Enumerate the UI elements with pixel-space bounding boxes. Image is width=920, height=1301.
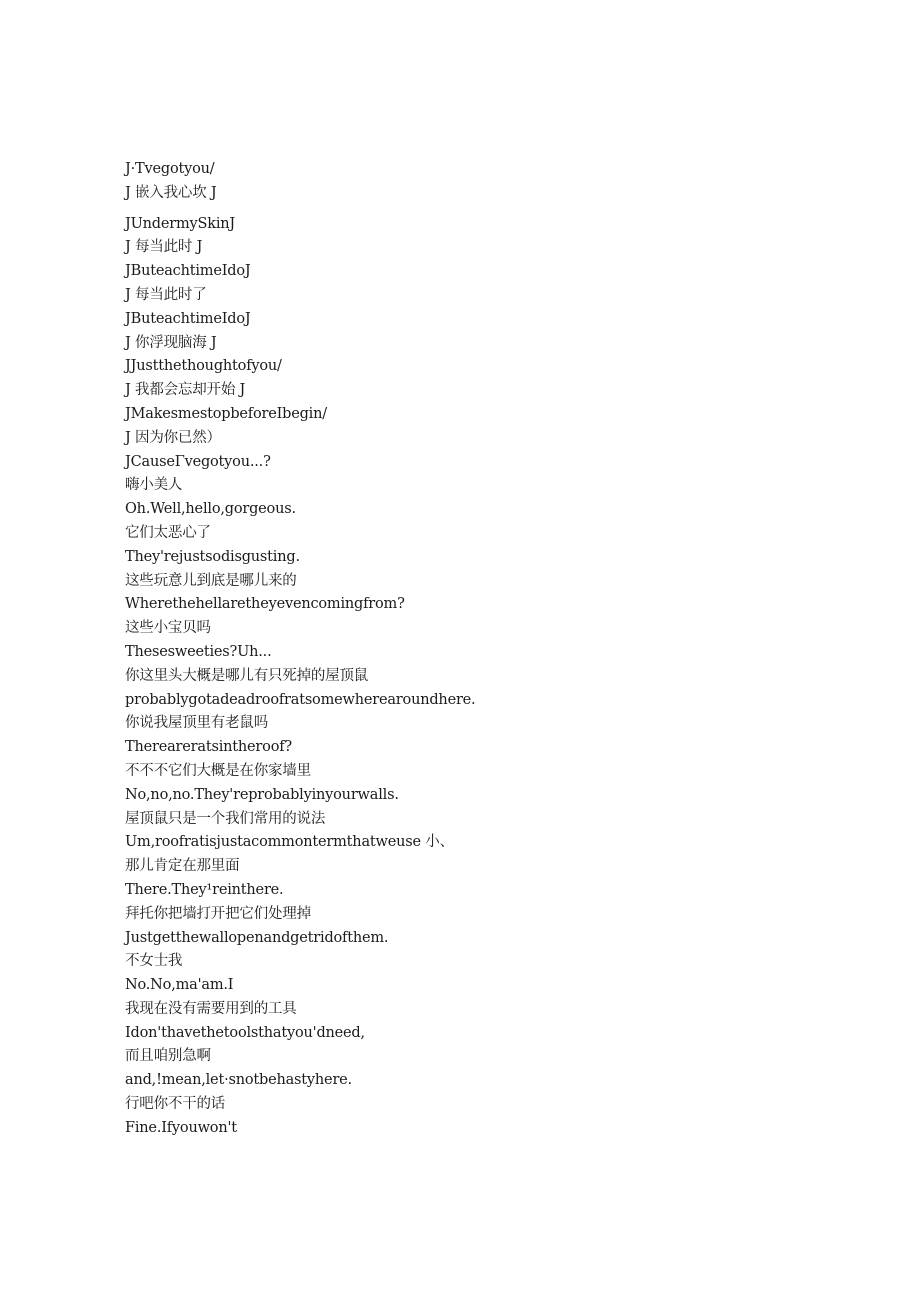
transcript-line: J 因为你已然）	[125, 429, 221, 446]
transcript-line: Wherethehellaretheyevencomingfrom?	[125, 596, 405, 613]
transcript-line: J 你浮现脑海 J	[125, 334, 217, 351]
transcript-line: Um,roofratisjustacommontermthatweuse 小、	[125, 834, 454, 851]
transcript-line: 嗨小美人	[125, 477, 183, 494]
transcript-line: Oh.Well,hello,gorgeous.	[125, 501, 296, 518]
transcript-line: 这些小宝贝吗	[125, 620, 211, 637]
transcript-line: J·Tvegotyou/	[125, 161, 215, 177]
transcript-line: 拜托你把墙打开把它们处理掉	[125, 905, 311, 922]
transcript-line: Justgetthewallopenandgetridofthem.	[125, 929, 389, 946]
transcript-line: J 嵌入我心坎 J	[125, 184, 217, 201]
transcript-line: 而且咱别急啊	[125, 1048, 211, 1065]
transcript-line: 那儿肯定在那里面	[125, 858, 240, 875]
transcript-line: J 我都会忘却开始 J	[125, 382, 246, 399]
transcript-line: No,no,no.They'reprobablyinyourwalls.	[125, 786, 399, 803]
transcript-line: 屋顶鼠只是一个我们常用的说法	[125, 810, 326, 827]
transcript-line: No.No,ma'am.I	[125, 977, 234, 994]
transcript-line: JUndermySkinJ	[125, 215, 236, 232]
transcript-line: 你这里头大概是哪儿有只死掉的屋顶鼠	[125, 667, 369, 684]
transcript-line: 你说我屋顶里有老鼠吗	[125, 715, 268, 732]
transcript-line: 它们太恶心了	[125, 524, 211, 541]
transcript-line: Thesesweeties?Uh...	[125, 643, 272, 660]
transcript-line: JMakesmestopbeforeIbegin/	[125, 405, 327, 422]
transcript-line: Fine.Ifyouwon't	[125, 1119, 237, 1136]
transcript-line: 行吧你不干的话	[125, 1096, 226, 1113]
transcript-line: J 每当此时 J	[125, 239, 203, 256]
transcript-line: 不女士我	[125, 953, 183, 970]
transcript-line: Thereareratsintheroof?	[125, 739, 292, 756]
transcript-line: J 每当此时了	[125, 286, 207, 303]
transcript-line: Idon'thavethetoolsthatyou'dneed,	[125, 1024, 365, 1041]
transcript-line: JJustthethoughtofyou/	[125, 358, 282, 375]
transcript-line: 我现在没有需要用到的工具	[125, 1000, 297, 1017]
transcript-line: 不不不它们大概是在你家墙里	[125, 762, 311, 779]
transcript-line: JButeachtimeIdoJ	[125, 263, 251, 280]
transcript-line: 这些玩意儿到底是哪儿来的	[125, 572, 297, 589]
transcript-line: JCauseΓvegotyou...?	[125, 453, 271, 470]
transcript-line: There.They¹reinthere.	[125, 881, 284, 898]
transcript-line: JButeachtimeIdoJ	[125, 310, 251, 327]
subtitle-transcript	[125, 158, 885, 1141]
transcript-line: probablygotadeadroofratsomewherearoundhere.	[125, 691, 476, 708]
transcript-line: They'rejustsodisgusting.	[125, 548, 300, 565]
transcript-line: and,!mean,let·snotbehastyhere.	[125, 1072, 352, 1089]
